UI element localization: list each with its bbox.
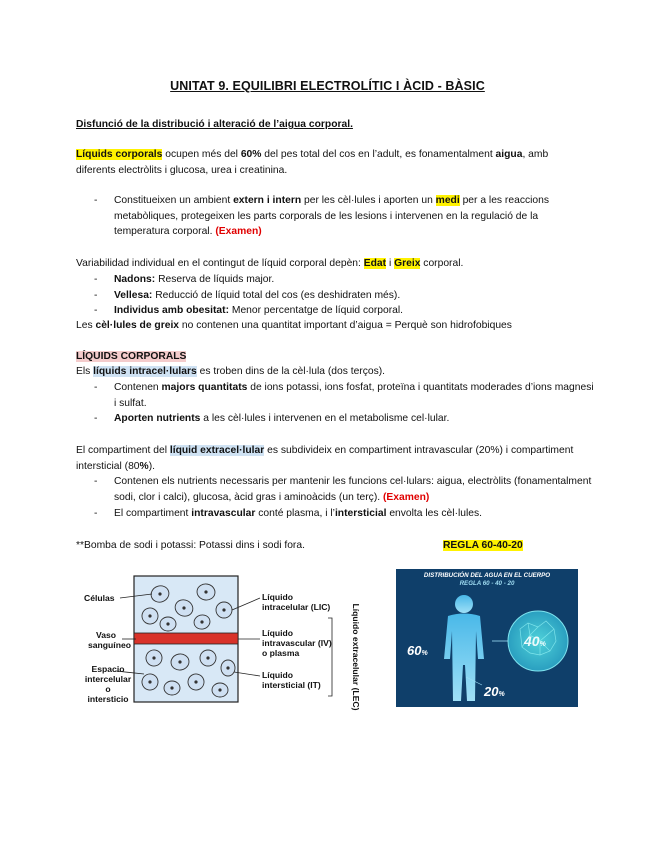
- list-item: - Individus amb obesitat: Menor percentatge de líquid corporal.: [94, 303, 594, 319]
- section-heading-distribution: Disfunció de la distribució i alteració de l’aigua corporal.: [76, 119, 353, 130]
- water-distribution-infographic: [396, 569, 578, 707]
- label-interstitial-space: Espacio intercelular o intersticio: [84, 664, 132, 704]
- lic-list: [94, 380, 594, 427]
- fat-cells-paragraph: Les cèl·lules de greix no contenen una quantitat important d’aigua = Perquè son hidrofobiques: [76, 320, 512, 331]
- exam-tag: (Examen): [215, 226, 262, 238]
- pump-note: **Bomba de sodi i potassi: Potassi dins i sodi fora.: [76, 540, 305, 551]
- page-title: UNITAT 9. EQUILIBRI ELECTROLÍTIC I ÀCID - BÀSIC: [170, 79, 485, 93]
- pct-20: 20%: [484, 684, 505, 699]
- infographic-title: DISTRIBUCIÓN DEL AGUA EN EL CUERPO REGLA 60 - 40 - 20: [423, 572, 551, 587]
- exam-tag: (Examen): [382, 491, 430, 503]
- list-item: - Nadons: Reserva de líquids major.: [94, 272, 594, 288]
- highlight-liquids: Líquids corporals: [76, 149, 163, 160]
- env-list: [94, 193, 594, 240]
- variability-list: [94, 272, 594, 319]
- list-item: - Aporten nutrients a les cèl·lules i intervenen en el metabolisme cel·lular.: [94, 411, 594, 427]
- pct-60: 60%: [407, 643, 428, 658]
- pct-40: 40%: [524, 633, 546, 649]
- lec-paragraph: El compartiment del líquid extracel·lular es subdivideix en compartiment intravascular (20%) i compartiment intersticial (80%).: [76, 445, 574, 472]
- list-item: - Constitueixen un ambient extern i intern per les cèl·lules i aporten un medi per a les reaccions metabòliques, protegeixen les parts corporals de les lesions i intervenen en la regulació de la temperatura corporal. (Examen): [94, 193, 594, 240]
- list-item: - El compartiment intravascular conté plasma, i l’intersticial envolta les cèl·lules.: [94, 506, 594, 522]
- lec-list: [94, 474, 594, 522]
- label-cells: Células: [84, 593, 115, 603]
- list-item: - Contenen majors quantitats de ions potassi, ions fosfat, proteïna i quantitats moderades d’ions magnesi i sulfat.: [94, 380, 594, 411]
- label-vessel: Vaso sanguíneo: [88, 630, 131, 650]
- intro-paragraph: Líquids corporals ocupen més del 60% del pes total del cos en l’adult, es fonamentalment aigua, amb diferents electròlits i glucosa, urea i creatinina.: [76, 149, 549, 176]
- label-lic: Líquido intracelular (LIC): [262, 592, 331, 612]
- compartments-figure: [84, 570, 364, 710]
- section-heading-liquids: LÍQUIDS CORPORALS: [76, 351, 187, 362]
- list-item: - Contenen els nutrients necessaris per mantenir les funcions cel·lulars: aigua, electròlits (fonamentalment sodi, clor i calci), glucosa, àcid gras i aminoàcids (un terç). (Examen): [94, 474, 594, 505]
- variability-paragraph: Variabilidad individual en el contingut de líquid corporal depèn: Edat i Greix corporal.: [76, 258, 464, 269]
- list-item: - Vellesa: Reducció de líquid total del cos (es deshidraten més).: [94, 288, 594, 304]
- rule-label: REGLA 60-40-20: [443, 540, 523, 551]
- label-lec: Líquido extracelular (LEC): [351, 603, 361, 711]
- lic-paragraph: Els líquids intracel·lulars es troben dins de la cèl·lula (dos terços).: [76, 366, 386, 377]
- label-iv: Líquido intravascular (IV) o plasma: [262, 628, 332, 658]
- blood-vessel: [134, 633, 238, 644]
- label-it: Líquido intersticial (IT): [262, 670, 321, 690]
